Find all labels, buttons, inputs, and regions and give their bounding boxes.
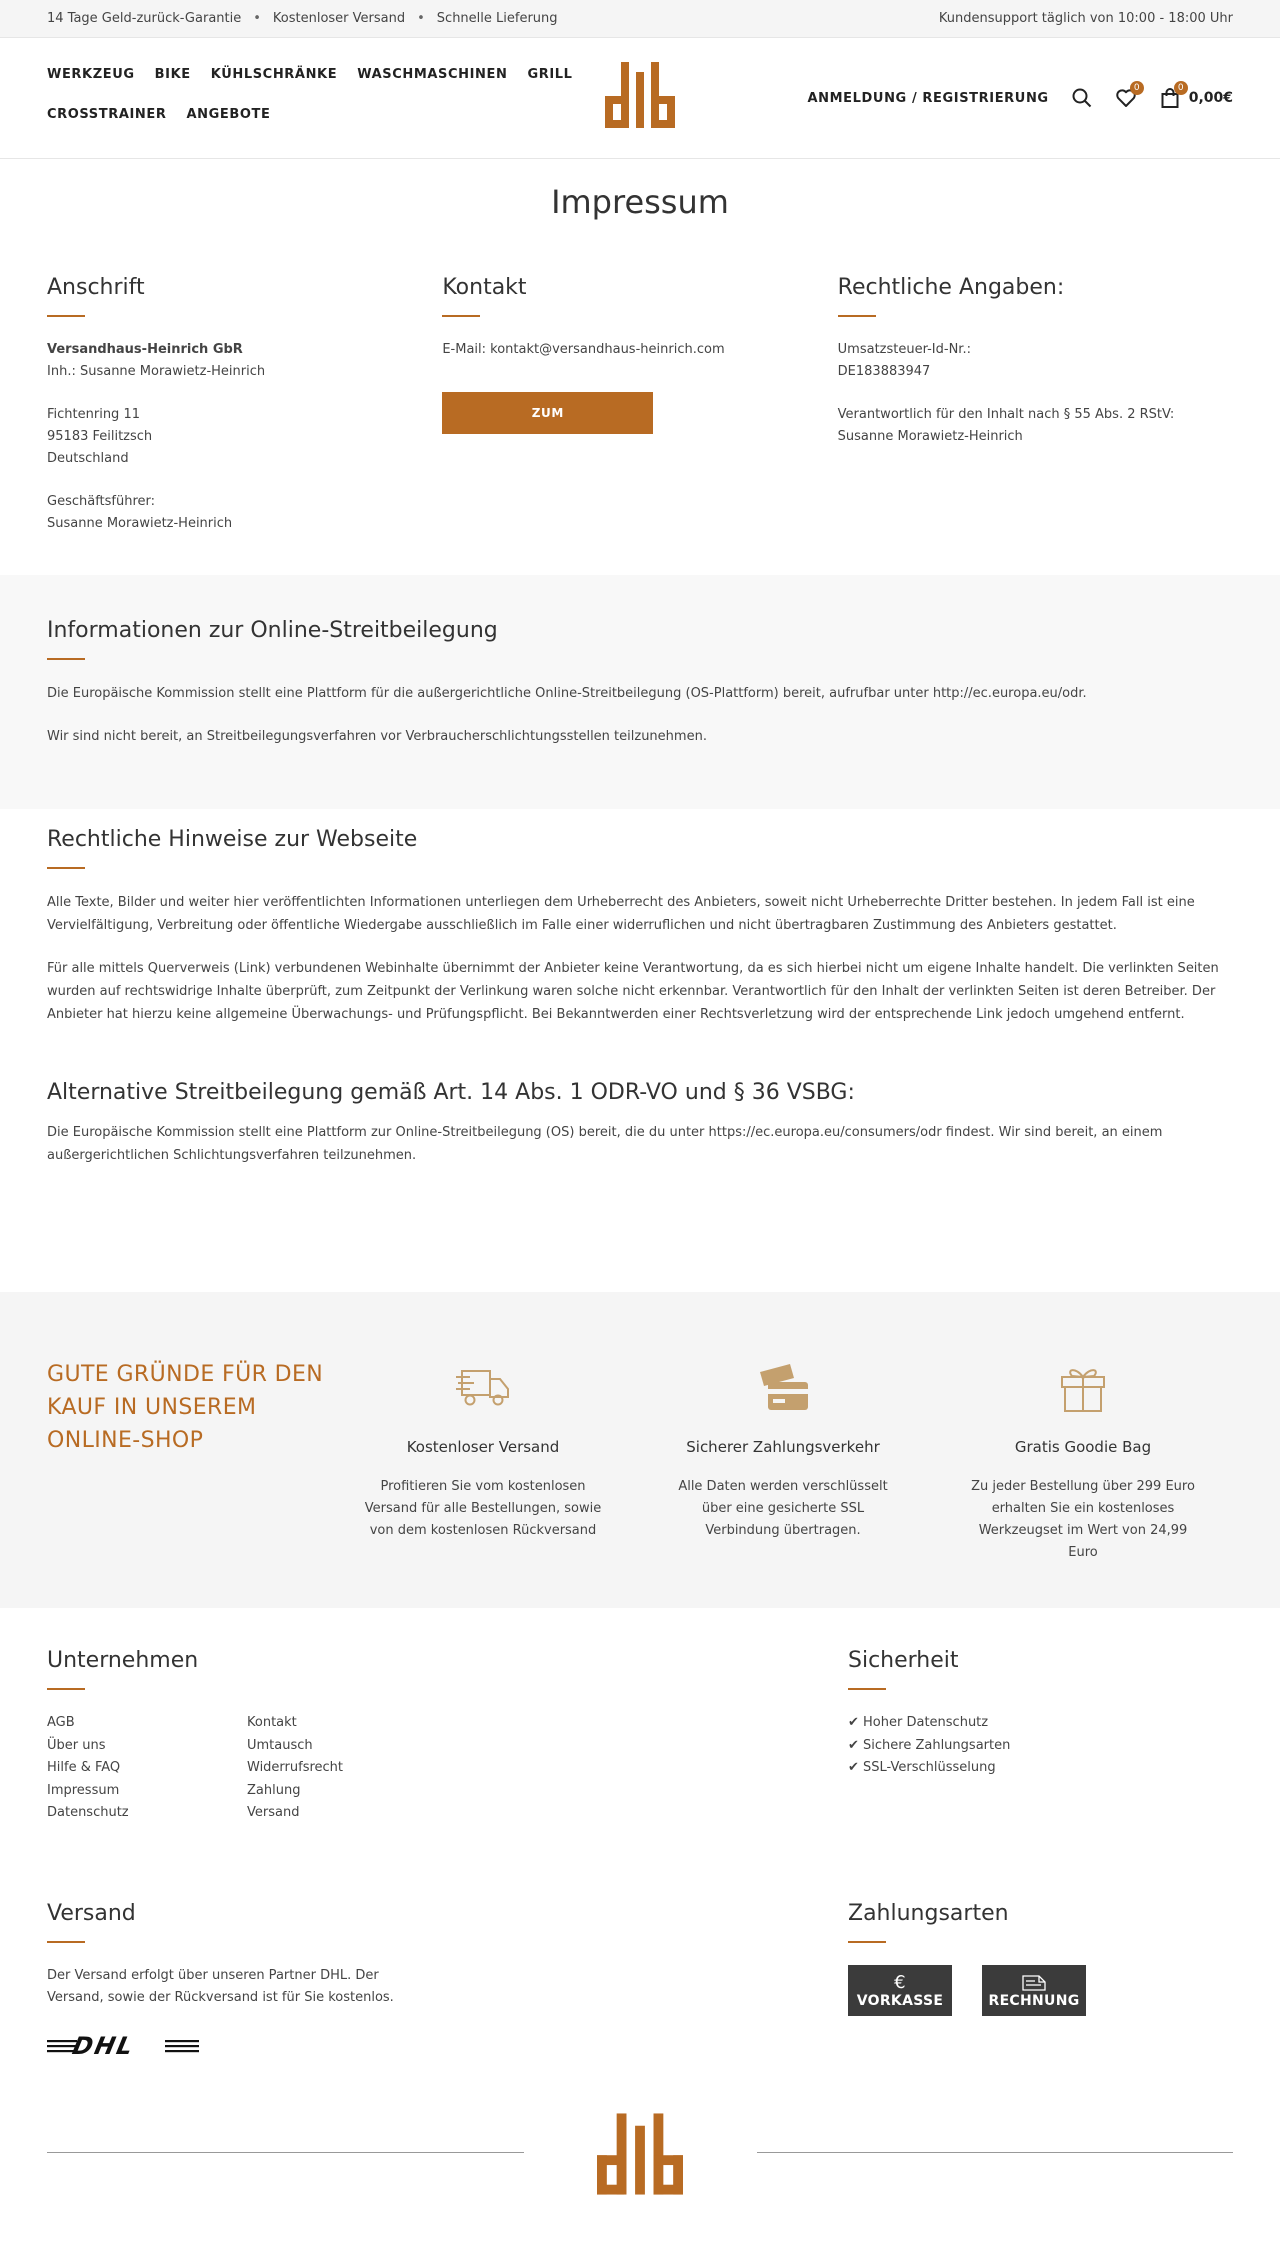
heading-underline xyxy=(442,315,480,317)
invoice-icon xyxy=(1021,1973,1047,1993)
header xyxy=(0,38,1280,159)
kontakt-section xyxy=(442,275,837,575)
section-heading: Informationen zur Online-Streitbeilegung xyxy=(47,618,498,643)
contact-email[interactable]: E-Mail: kontakt@versandhaus-heinrich.com xyxy=(442,342,725,357)
reason-text: Alle Daten werden verschlüsselt über eine gesicherte SSL Verbindung übertragen. xyxy=(678,1479,888,1538)
truck-icon xyxy=(363,1358,603,1418)
separator: • xyxy=(253,11,261,26)
dhl-logo-text: DHL xyxy=(70,2032,138,2060)
address-block xyxy=(47,404,442,470)
heading-underline xyxy=(47,658,85,660)
company-name: Versandhaus-Heinrich GbR xyxy=(47,342,243,357)
reason-title: Kostenloser Versand xyxy=(406,1438,560,1456)
nav-item-bike[interactable]: BIKE xyxy=(154,67,191,82)
footer-link-hilfe-faq[interactable]: Hilfe & FAQ xyxy=(47,1760,121,1775)
dhl-logo xyxy=(47,2032,199,2060)
footer-link-widerrufsrecht[interactable]: Widerrufsrecht xyxy=(247,1760,344,1775)
imprint-columns xyxy=(0,275,1280,575)
country: Deutschland xyxy=(47,451,129,466)
payment-rechnung xyxy=(982,1965,1086,2016)
usp-item: 14 Tage Geld-zurück-Garantie xyxy=(47,11,242,26)
gift-icon xyxy=(963,1358,1203,1418)
footer-link-zahlung[interactable]: Zahlung xyxy=(247,1782,301,1798)
usp-item: Kostenloser Versand xyxy=(272,11,406,26)
footer xyxy=(0,1608,1280,2218)
usp-item: Schnelle Lieferung xyxy=(436,11,558,26)
login-register-link[interactable]: ANMELDUNG / REGISTRIERUNG xyxy=(807,90,1049,106)
legal-notice-section xyxy=(0,809,1280,1080)
contact-form-button[interactable]: ZUM KONTAKTFORMULAR xyxy=(442,392,653,434)
rechtliche-angaben-section xyxy=(838,275,1233,575)
footer-links-col2 xyxy=(247,1712,447,1825)
heading-underline xyxy=(47,315,85,317)
footer-versand xyxy=(47,1901,427,2060)
euro-icon: € xyxy=(894,1971,906,1993)
footer-link-kontakt[interactable]: Kontakt xyxy=(247,1715,297,1730)
heading-underline xyxy=(47,1941,85,1943)
footer-links-col1 xyxy=(47,1712,247,1825)
shipping-text: Der Versand erfolgt über unseren Partner DHL. Der Versand, sowie der Rückversand ist für Sie kostenlos. xyxy=(47,1968,394,2005)
footer-heading: Zahlungsarten xyxy=(848,1901,1009,1926)
city: 95183 Feilitzsch xyxy=(47,429,153,444)
footer-heading: Unternehmen xyxy=(47,1648,199,1673)
alternative-dispute-section xyxy=(0,1080,1280,1292)
credit-card-icon xyxy=(663,1358,903,1418)
search-icon[interactable] xyxy=(1071,87,1093,109)
section-heading: Alternative Streitbeilegung gemäß Art. 14 Abs. 1 ODR-VO und § 36 VSBG: xyxy=(47,1080,855,1105)
logo-icon xyxy=(597,2113,683,2195)
section-heading: Anschrift xyxy=(47,275,145,300)
footer-link-agb[interactable]: AGB xyxy=(47,1715,75,1730)
nav-item-kuehlschraenke[interactable]: KÜHLSCHRÄNKE xyxy=(210,67,338,82)
footer-link-impressum[interactable]: Impressum xyxy=(47,1782,120,1798)
vat-number: DE183883947 xyxy=(837,364,931,379)
divider xyxy=(757,2152,1233,2153)
reasons-title: GUTE GRÜNDE FÜR DEN KAUF IN UNSEREM ONLINE-SHOP xyxy=(47,1362,324,1453)
footer-heading: Versand xyxy=(47,1901,136,1926)
nav-item-waschmaschinen[interactable]: WASCHMASCHINEN xyxy=(357,67,508,82)
payment-label: VORKASSE xyxy=(856,1992,944,2009)
top-bar xyxy=(0,0,1280,38)
usp-list xyxy=(47,11,558,26)
page-title: Impressum xyxy=(551,183,729,221)
security-item: ✔ Sichere Zahlungsarten xyxy=(848,1737,1011,1753)
responsible-block xyxy=(838,404,1233,448)
footer-logo[interactable] xyxy=(597,2113,683,2195)
cart-total: 0,00€ xyxy=(1188,90,1233,106)
company-block xyxy=(47,339,442,383)
footer-sicherheit xyxy=(848,1648,1010,1780)
reason-item xyxy=(663,1358,903,1542)
footer-unternehmen xyxy=(47,1648,447,1825)
vat-block xyxy=(838,339,1233,383)
vat-label: Umsatzsteuer-Id-Nr.: xyxy=(837,342,971,357)
street: Fichtenring 11 xyxy=(47,407,140,422)
logo-icon xyxy=(605,62,675,128)
reason-item xyxy=(963,1358,1203,1564)
responsible-name: Susanne Morawietz-Heinrich xyxy=(837,429,1023,444)
support-hours: Kundensupport täglich von 10:00 - 18:00 Uhr xyxy=(938,11,1233,26)
payment-label: RECHNUNG xyxy=(988,1992,1080,2009)
section-heading: Rechtliche Hinweise zur Webseite xyxy=(47,827,418,852)
main-nav xyxy=(47,66,587,146)
nav-item-grill[interactable]: GRILL xyxy=(527,67,573,82)
cart-button[interactable] xyxy=(1159,83,1233,109)
wishlist-count-badge: 0 xyxy=(1130,81,1144,95)
paragraph: Wir sind nicht bereit, an Streitbeilegungsverfahren vor Verbraucherschlichtungsstellen teilzunehmen. xyxy=(47,729,707,744)
security-list xyxy=(848,1712,1010,1780)
ceo-block xyxy=(47,491,442,535)
footer-link-datenschutz[interactable]: Datenschutz xyxy=(47,1805,129,1820)
heading-underline xyxy=(47,867,85,869)
dispute-resolution-section xyxy=(0,575,1280,809)
paragraph: Alle Texte, Bilder und weiter hier veröffentlichten Informationen unterliegen dem Urheberrecht des Anbieters, soweit nicht Urheberrechte Dritter bestehen. In jedem Fall ist eine Vervielfältigung, Verbreitung oder öffentliche Wiedergabe ausschließlich im Falle einer widerruflichen und nicht übertragbaren Zustimmung des Anbieters gestattet. xyxy=(47,895,1195,933)
payment-vorkasse xyxy=(848,1965,952,2016)
ceo-name: Susanne Morawietz-Heinrich xyxy=(47,516,233,531)
anschrift-section xyxy=(47,275,442,575)
heading-underline xyxy=(838,315,876,317)
section-heading: Rechtliche Angaben: xyxy=(837,275,1065,300)
reason-text: Profitieren Sie vom kostenlosen Versand für alle Bestellungen, sowie von dem kostenlosen Rückversand xyxy=(364,1479,602,1538)
reason-item xyxy=(363,1358,603,1542)
footer-heading: Sicherheit xyxy=(848,1648,959,1673)
header-actions xyxy=(807,38,1233,158)
ceo-label: Geschäftsführer: xyxy=(47,494,156,509)
heading-underline xyxy=(47,1688,85,1690)
reason-title: Gratis Goodie Bag xyxy=(1014,1438,1152,1456)
paragraph: Die Europäische Kommission stellt eine Plattform für die außergerichtliche Online-Streitbeilegung (OS-Plattform) bereit, aufrufbar unter http://ec.europa.eu/odr. xyxy=(47,686,1087,701)
responsible-label: Verantwortlich für den Inhalt nach § 55 Abs. 2 RStV: xyxy=(837,407,1175,422)
logo[interactable] xyxy=(605,62,675,128)
divider xyxy=(47,2152,524,2153)
nav-item-angebote[interactable]: ANGEBOTE xyxy=(186,107,271,122)
section-heading: Kontakt xyxy=(442,275,527,300)
footer-link-versand[interactable]: Versand xyxy=(247,1805,300,1820)
reason-text: Zu jeder Bestellung über 299 Euro erhalten Sie ein kostenloses Werkzeugset im Wert von 24,99 Euro xyxy=(971,1479,1195,1560)
cart-count-badge: 0 xyxy=(1174,81,1188,95)
heading-underline xyxy=(848,1941,886,1943)
reasons-section xyxy=(0,1292,1280,1608)
security-item: ✔ SSL-Verschlüsselung xyxy=(848,1760,996,1775)
payment-methods xyxy=(848,1965,1086,2016)
owner: Inh.: Susanne Morawietz-Heinrich xyxy=(47,364,266,379)
paragraph: Die Europäische Kommission stellt eine Plattform zur Online-Streitbeilegung (OS) bereit, die du unter https://ec.europa.eu/consumers/odr findest. Wir sind bereit, an einem außergerichtlichen Schlichtungsverfahren teilzunehmen. xyxy=(47,1125,1163,1163)
reason-title: Sicherer Zahlungsverkehr xyxy=(686,1438,880,1456)
footer-link-umtausch[interactable]: Umtausch xyxy=(247,1737,313,1753)
shopping-bag-icon xyxy=(1159,83,1184,109)
footer-zahlungsarten xyxy=(848,1901,1086,2016)
security-item: ✔ Hoher Datenschutz xyxy=(848,1715,989,1730)
nav-item-werkzeug[interactable]: WERKZEUG xyxy=(47,67,135,82)
heading-underline xyxy=(848,1688,886,1690)
footer-link-ueber-uns[interactable]: Über uns xyxy=(47,1737,106,1753)
paragraph: Für alle mittels Querverweis (Link) verbundenen Webinhalte übernimmt der Anbieter keine Verantwortung, da es sich hierbei nicht um eigene Inhalte handelt. Die verlinkten Seiten wurden auf rechtswidrige Inhalte überprüft, zum Zeitpunkt der Verlinkung waren solche nicht erkennbar. Verantwortlich für den Inhalt der verlinkten Seiten ist deren Betreiber. Der Anbieter hat hierzu keine allgemeine Überwachungs- und Prüfungspflicht. Bei Bekanntwerden einer Rechtsverletzung wird der entsprechende Link jedoch umgehend entfernt. xyxy=(47,961,1219,1022)
nav-item-crosstrainer[interactable]: CROSSTRAINER xyxy=(47,107,167,122)
wishlist-heart-icon[interactable] xyxy=(1115,83,1140,109)
separator: • xyxy=(417,11,425,26)
